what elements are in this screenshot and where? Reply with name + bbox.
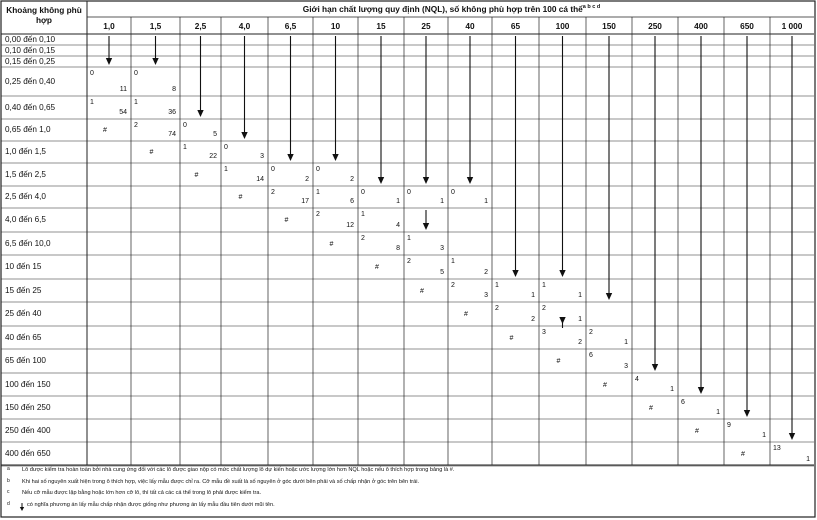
table-title-footnote-marks: a b c d (582, 4, 601, 11)
sample-size: 1 (624, 339, 628, 346)
sample-size: 2 (484, 269, 488, 276)
column-header: 15 (376, 21, 386, 31)
row-label: 4,0 đến 6,5 (5, 215, 46, 224)
row-label: 10 đến 15 (5, 262, 42, 271)
down-arrow-icon (744, 36, 750, 417)
sample-size: 2 (531, 316, 535, 323)
row-label: 1,5 đến 2,5 (5, 169, 46, 179)
arrow-head (512, 270, 518, 277)
sample-size: 3 (260, 153, 264, 160)
sample-size: 1 (670, 386, 674, 393)
column-header: 400 (694, 21, 708, 31)
not-applicable-mark: # (149, 149, 154, 156)
not-applicable-mark: # (464, 311, 468, 318)
acceptance-number: 4 (635, 376, 639, 383)
sample-size: 6 (350, 198, 354, 205)
arrow-head (467, 177, 473, 184)
column-header: 150 (602, 21, 616, 31)
down-arrow-icon (106, 36, 112, 65)
not-applicable-mark: # (741, 451, 745, 458)
column-header: 100 (555, 21, 570, 31)
acceptance-number: 1 (451, 258, 455, 265)
column-header: 40 (465, 21, 475, 31)
sample-size: 1 (806, 456, 810, 463)
down-arrow-icon (512, 36, 518, 277)
row-label: 0,10 đến 0,15 (5, 45, 56, 55)
column-header: 25 (421, 21, 431, 31)
arrow-head (332, 154, 338, 161)
sample-size: 5 (213, 131, 217, 138)
sample-size: 8 (172, 86, 176, 93)
sample-size: 4 (396, 222, 400, 229)
row-label: 100 đến 150 (5, 379, 51, 389)
acceptance-number: 1 (495, 282, 499, 289)
not-applicable-mark: # (695, 427, 699, 435)
acceptance-number: 13 (773, 445, 781, 452)
sample-size: 1 (762, 432, 766, 439)
down-arrow-icon (789, 36, 795, 440)
acceptance-number: 2 (316, 211, 320, 218)
row-label: 0,65 đến 1,0 (5, 125, 51, 134)
arrow-head (559, 270, 565, 277)
column-header: 1 000 (781, 21, 803, 31)
row-label: 0,00 đến 0,10 (5, 34, 56, 44)
column-header: 1,5 (149, 21, 162, 31)
arrow-head (378, 177, 384, 184)
sample-size: 3 (440, 245, 444, 252)
down-arrow-icon (332, 36, 338, 161)
footnote-text: Lô được kiểm tra hoàn toàn bởi nhà cung ứng đối với các lô được giao nộp có mức chất lượng lô dự kiến hoặc ước lượng lớn hơn NQL hoặc nếu ô thích hợp trong bảng là #. (22, 467, 455, 473)
not-applicable-mark: # (603, 381, 607, 389)
arrow-head (744, 410, 750, 417)
not-applicable-mark: # (194, 171, 199, 179)
footnote-text: Khi hai số nguyên xuất hiện trong ô thích hợp, việc lấy mẫu được chỉ ra. Cỡ mẫu đề xuất là số nguyên ở góc dưới bên phải và số chấp nhận ở góc trên bên trái. (22, 479, 420, 485)
acceptance-number: 0 (271, 166, 275, 173)
arrow-head (423, 177, 429, 184)
column-header: 65 (510, 21, 521, 31)
row-label: 0,40 đến 0,65 (5, 102, 56, 112)
sample-size: 54 (119, 109, 127, 116)
arrow-head (197, 110, 203, 117)
down-arrow-icon (423, 210, 429, 230)
sample-size: 11 (119, 86, 127, 93)
sample-size: 1 (716, 409, 720, 416)
arrow-head (698, 387, 704, 394)
footnote-mark: b (7, 478, 10, 484)
row-label: 15 đến 25 (5, 285, 42, 295)
sample-size: 2 (578, 339, 582, 346)
acceptance-number: 0 (451, 189, 455, 196)
footnote-text: Nếu cỡ mẫu được lập bằng hoặc lớn hơn cỡ lô, thì tất cả các cá thể trong lô phải được kiểm tra. (22, 490, 262, 496)
down-arrow-icon (559, 36, 565, 277)
sample-size: 12 (346, 222, 354, 229)
sample-size: 3 (624, 363, 628, 370)
not-applicable-mark: # (329, 240, 334, 248)
down-arrow-icon (241, 36, 247, 139)
acceptance-number: 3 (542, 329, 546, 336)
sample-size: 36 (168, 109, 176, 116)
sample-size: 5 (440, 269, 444, 276)
not-applicable-mark: # (420, 287, 424, 295)
column-header: 2,5 (194, 21, 207, 31)
down-arrow-icon (467, 36, 473, 184)
not-applicable-mark: # (238, 194, 243, 201)
acceptance-number: 1 (316, 189, 320, 196)
footnote-mark: c (7, 489, 10, 495)
arrow-head (106, 58, 112, 65)
acceptance-number: 2 (361, 235, 365, 242)
column-header: 250 (648, 21, 662, 31)
not-applicable-mark: # (509, 334, 514, 342)
column-header: 4,0 (238, 21, 251, 31)
acceptance-number: 1 (183, 144, 187, 151)
acceptance-number: 6 (589, 352, 593, 359)
not-applicable-mark: # (375, 264, 379, 271)
acceptance-number: 0 (407, 189, 411, 196)
sample-size: 1 (440, 198, 444, 205)
down-arrow-icon (197, 36, 203, 117)
sample-size: 1 (396, 198, 400, 205)
sample-size: 3 (484, 292, 488, 299)
sample-size: 1 (578, 292, 582, 299)
row-header-label (2, 5, 86, 26)
acceptance-number: 1 (90, 99, 94, 106)
down-arrow-icon (378, 36, 384, 184)
row-label: 65 đến 100 (5, 356, 46, 365)
down-arrow-icon (698, 36, 704, 394)
sample-size: 2 (350, 176, 354, 183)
sample-size: 17 (301, 198, 309, 205)
arrow-head (241, 132, 247, 139)
sample-size: 2 (305, 176, 309, 183)
acceptance-number: 0 (361, 189, 365, 196)
acceptance-number: 2 (495, 305, 499, 312)
acceptance-number: 0 (134, 70, 138, 77)
acceptance-number: 0 (224, 144, 228, 151)
row-label: 25 đến 40 (5, 309, 42, 318)
row-label: 1,0 đến 1,5 (5, 147, 46, 156)
acceptance-number: 2 (589, 329, 593, 336)
footnote-mark: d (7, 501, 10, 507)
acceptance-number: 9 (727, 422, 731, 429)
acceptance-number: 1 (361, 211, 365, 218)
arrow-head (287, 154, 293, 161)
acceptance-number: 2 (542, 305, 546, 312)
column-header: 10 (330, 21, 341, 31)
not-applicable-mark: # (284, 217, 289, 224)
not-applicable-mark: # (649, 404, 653, 412)
arrow-head (789, 433, 795, 440)
acceptance-number: 2 (407, 258, 411, 265)
acceptance-number: 2 (271, 189, 275, 196)
acceptance-number: 1 (134, 99, 138, 106)
acceptance-number: 0 (90, 70, 94, 77)
column-header: 650 (740, 21, 754, 31)
not-applicable-mark: # (103, 127, 107, 134)
sample-size: 22 (209, 153, 217, 160)
down-arrow-icon (287, 36, 293, 161)
row-header-text: Khoảng không phù hợp (6, 5, 82, 26)
row-label: 0,15 đến 0,25 (5, 56, 56, 66)
row-label: 400 đến 650 (5, 449, 51, 458)
sample-size: 8 (396, 245, 400, 252)
down-arrow-icon (606, 36, 612, 300)
arrow-head (652, 364, 658, 371)
row-label: 150 đến 250 (5, 402, 51, 412)
sample-size: 1 (531, 292, 535, 299)
table-title-text: Giới hạn chất lượng quy định (NQL), số không phù hợp trên 100 cá thể (302, 4, 583, 14)
sample-size: 14 (256, 176, 264, 183)
sample-size: 1 (578, 316, 582, 323)
row-label: 0,25 đến 0,40 (5, 76, 56, 86)
arrow-head (152, 58, 158, 65)
acceptance-number: 2 (134, 122, 138, 129)
acceptance-number: 6 (681, 399, 685, 406)
acceptance-number: 0 (316, 166, 320, 173)
arrow-head (606, 293, 612, 300)
acceptance-number: 2 (451, 282, 455, 289)
footnote-text: có nghĩa phương án lấy mẫu chấp nhận được giống như phương án lấy mẫu đầu tiên dưới mũi tên. (27, 502, 275, 508)
footnote-mark: a (7, 466, 10, 472)
not-applicable-mark: # (556, 358, 561, 365)
down-arrow-icon (423, 36, 429, 184)
down-arrow-icon (152, 36, 158, 65)
row-label: 250 đến 400 (5, 425, 51, 435)
sample-size: 1 (484, 198, 488, 205)
acceptance-number: 1 (224, 166, 228, 173)
footnote-arrow-icon (20, 503, 24, 511)
acceptance-number: 1 (542, 282, 546, 289)
column-header: 1,0 (103, 21, 115, 31)
arrow-head (20, 507, 24, 511)
arrow-head (423, 223, 429, 230)
row-label: 6,5 đến 10,0 (5, 238, 51, 248)
acceptance-number: 1 (407, 235, 411, 242)
table-title (88, 4, 815, 14)
column-header: 6,5 (284, 21, 297, 31)
sample-size: 74 (168, 131, 176, 138)
acceptance-number: 0 (183, 122, 187, 129)
row-label: 2,5 đến 4,0 (5, 192, 46, 201)
down-arrow-icon (652, 36, 658, 371)
row-label: 40 đến 65 (5, 332, 42, 342)
